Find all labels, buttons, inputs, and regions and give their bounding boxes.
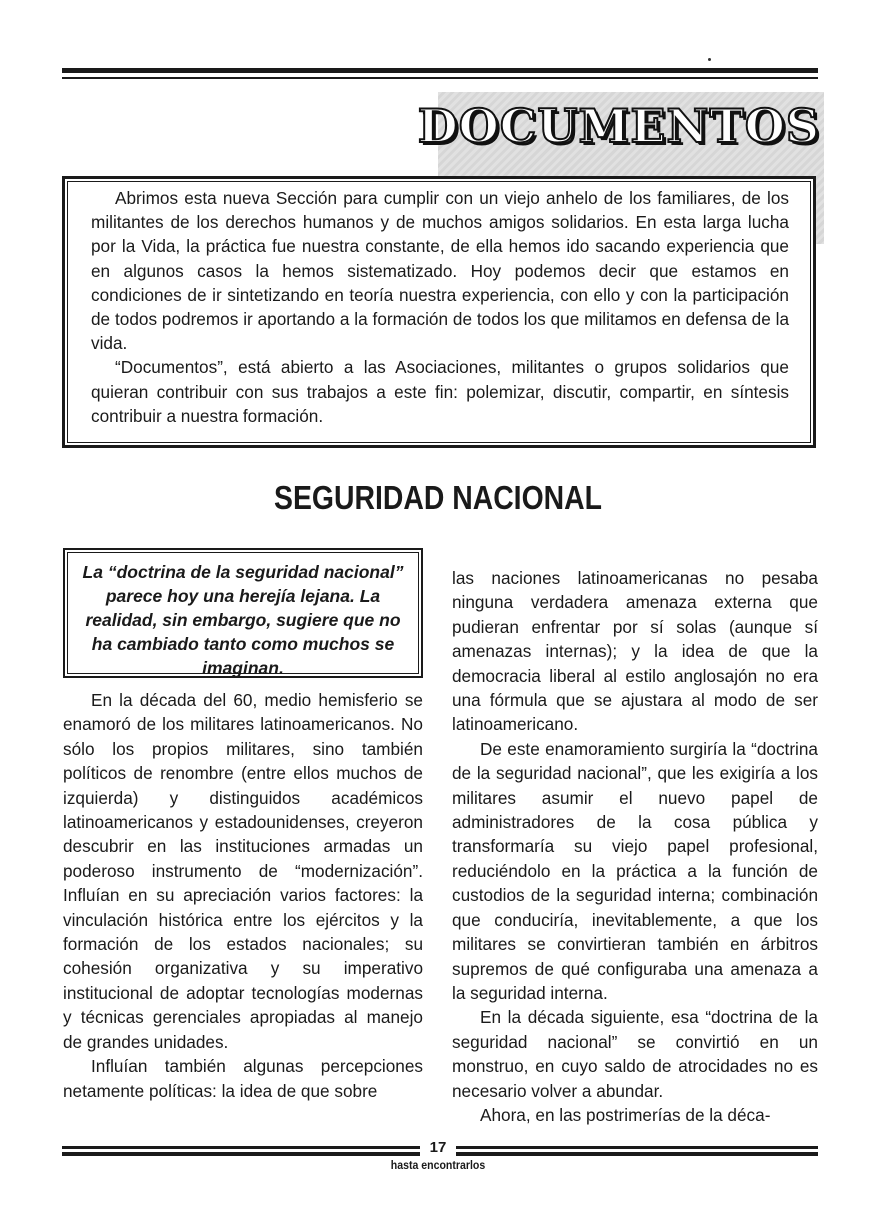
pull-quote: La “doctrina de la seguridad nacional” parece hoy una herejía lejana. La realidad, sin embargo, sugiere que no ha cambiado tanto como muchos se imaginan. bbox=[63, 548, 423, 678]
article-paragraph: En la década del 60, medio hemisferio se enamoró de los militares latinoamericanos. No sólo los propios militares, sino también políticos de renombre (entre ellos muchos de izquierda) y distinguidos académicos latinoamericanos y estadounidenses, creyeron descubrir en las instituciones armadas un poderoso instrumento de “modernización”. Influían en su apreciación varios factores: la vinculación histórica entre los ejércitos y la formación de los estados nacionales; su cohesión organizativa y su imperativo institucional de adoptar tecnologías modernas y técnicas gerenciales apropiadas al manejo de grandes unidades. bbox=[63, 690, 423, 1052]
page-number: 17 bbox=[420, 1139, 456, 1157]
section-header-title: DOCUMENTOS bbox=[417, 99, 820, 153]
article-left-column bbox=[63, 688, 423, 1103]
intro-box bbox=[62, 176, 816, 448]
intro-paragraph: Abrimos esta nueva Sección para cumplir con un viejo anhelo de los familiares, de los militantes de los derechos humanos y de muchos amigos solidarios. En esta larga lucha por la Vida, la práctica fue nuestra constante, de ella hemos ido sacando experiencia que en algunos casos la hemos sistematizado. Hoy podemos decir que estamos en condiciones de ir sintetizando en teoría nuestra experiencia, con ello y con la participación de todos podremos ir aportando a la formación de todos los que militamos en defensa de la vida. bbox=[91, 188, 789, 354]
speck bbox=[708, 58, 711, 61]
intro-paragraph: “Documentos”, está abierto a las Asociaciones, militantes o grupos solidarios que quieran contribuir con sus trabajos a este fin: polemizar, discutir, compartir, en síntesis contribuir a nuestra formación. bbox=[91, 357, 789, 426]
top-rule-thick bbox=[62, 68, 818, 73]
article-paragraph: Ahora, en las postrimerías de la déca- bbox=[480, 1104, 771, 1125]
article-paragraph: las naciones latinoamericanas no pesaba ninguna verdadera amenaza externa que pudieran enfrentar por sí solas (aunque sí amenazas internas); y la idea de que la democracia liberal al estilo anglosajón no era una fórmula que se ajustara al modo de ser latinoamericano. bbox=[452, 568, 818, 735]
article-paragraph: En la década siguiente, esa “doctrina de la seguridad nacional” se convirtió en un monstruo, en cuyo saldo de atrocidades no es necesario volver a abundar. bbox=[452, 1007, 818, 1101]
publication-name: hasta encontrarlos bbox=[390, 1158, 486, 1172]
top-rule-thin bbox=[62, 77, 818, 79]
article-paragraph: Influían también algunas percepciones netamente políticas: la idea de que sobre bbox=[63, 1056, 423, 1101]
article-title: SEGURIDAD NACIONAL bbox=[274, 479, 602, 516]
article-right-column bbox=[452, 566, 818, 1127]
article-paragraph: De este enamoramiento surgiría la “doctrina de la seguridad nacional”, que les exigiría a los militares asumir el nuevo papel de administradores de la cosa pública y transformaría su viejo papel profesional, reduciéndolo en la práctica a la función de custodios de la seguridad interna; combinación que conduciría, inevitablemente, a que los militares se convirtieran también en árbitros supremos de qué configuraba una amenaza a la seguridad interna. bbox=[452, 738, 818, 1003]
